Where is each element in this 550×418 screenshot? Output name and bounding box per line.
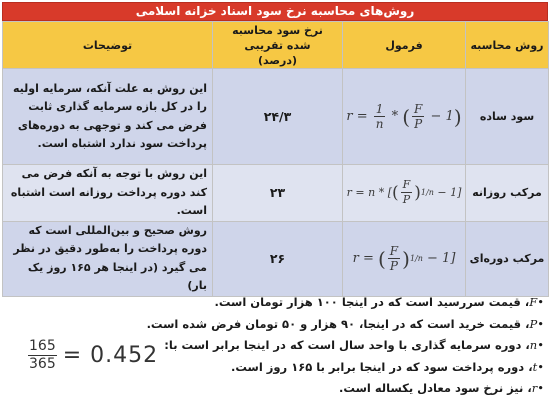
definition-text: ، دوره پرداخت سود که در اینجا برابر با ۱۶۵ روز است.	[230, 359, 533, 374]
formula-r: r	[346, 109, 353, 124]
table-row	[3, 69, 549, 165]
method-name: سود ساده	[466, 69, 549, 165]
rate-value: ۲۶	[213, 221, 343, 296]
table-frame	[2, 2, 548, 297]
table-row	[3, 165, 549, 222]
method-name: مرکب روزانه	[466, 165, 549, 222]
frac-num: F	[389, 244, 399, 258]
calc-numerator: 165	[29, 338, 56, 354]
formula-fraction	[412, 102, 424, 131]
frac-den: n	[375, 117, 384, 131]
formula-r: r	[352, 251, 359, 266]
formula-r: r	[346, 186, 352, 200]
period-calculation	[28, 338, 158, 373]
formula-n: n	[368, 186, 376, 200]
row-notes: این روش با توجه به آنکه فرض می کند دوره پرداخت روزانه است اشتباه است.	[3, 165, 213, 222]
definition-item	[14, 292, 544, 314]
definition-symbol: n	[529, 338, 538, 352]
rate-value: ۲۴/۳	[213, 69, 343, 165]
formula-cell	[343, 165, 466, 222]
definition-symbol: P	[529, 316, 538, 331]
definition-text: ، قیمت خرید است که در اینجا، ۹۰ هزار و ۵۰ تومان فرض شده است.	[146, 316, 530, 331]
table-title: روش‌های محاسبه نرخ سود اسناد خزانه اسلامی	[2, 2, 548, 21]
row-notes: این روش به علت آنکه، سرمایه اولیه را در کل بازه سرمایه گذاری ثابت فرض می کند و توجهی به دوره‌های پرداخت سود ندارد اشتباه است.	[3, 69, 213, 165]
calc-fraction	[28, 338, 57, 373]
method-name: مرکب دوره‌ای	[466, 221, 549, 296]
methods-table	[2, 21, 549, 297]
definition-symbol: r	[531, 381, 538, 395]
frac-num: F	[414, 102, 423, 116]
frac-num: F	[402, 178, 411, 192]
periodic-compound-formula: r = ( $\frac{F}{P}$ ) 1/n − 1 ]	[352, 244, 456, 273]
frac-den: P	[414, 117, 423, 131]
bullet-dot: •	[537, 338, 544, 352]
formula-one: 1	[450, 186, 458, 200]
formula-fraction	[401, 178, 413, 207]
formula-one: 1	[442, 251, 451, 266]
rate-value: ۲۳	[213, 165, 343, 222]
bullet-dot: •	[537, 359, 544, 374]
definition-item	[14, 378, 544, 400]
table-row	[3, 221, 549, 296]
bullet-dot: •	[537, 316, 544, 331]
frac-den: P	[402, 193, 411, 207]
formula-cell	[343, 221, 466, 296]
definition-item	[14, 314, 544, 336]
frac-num: 1	[375, 102, 384, 116]
header-row	[3, 22, 549, 69]
bullet-dot: •	[537, 381, 544, 395]
simple-interest-formula: r = $\frac{1}{n}$ * ( $\frac{F}{P}$ − 1 )	[346, 102, 462, 131]
header-method: روش محاسبه	[466, 22, 549, 69]
header-rate: نرخ سود محاسبه شده تقریبی (درصد)	[213, 22, 343, 69]
definition-text: ، قیمت سررسید است که در اینجا ۱۰۰ هزار تومان است.	[214, 295, 530, 309]
formula-one: 1	[445, 109, 454, 124]
definition-symbol: F	[529, 295, 538, 309]
formula-fraction	[388, 244, 400, 273]
frac-den: P	[389, 259, 398, 273]
definition-text: ، دوره سرمایه گذاری با واحد سال است که در اینجا برابر است با:	[164, 338, 530, 352]
definition-text: ، نیز نرخ سود معادل یکساله است.	[339, 381, 532, 395]
row-notes: روش صحیح و بین‌المللی است که دوره پرداخت را به‌طور دقیق در نظر می گیرد (در اینجا هر ۱۶۵ روز یک بار)	[3, 221, 213, 296]
calc-denominator: 365	[29, 356, 56, 372]
formula-fraction	[374, 102, 386, 131]
header-formula: فرمول	[343, 22, 466, 69]
definition-symbol: t	[532, 359, 538, 374]
formula-cell	[343, 69, 466, 165]
calc-result: = 0.452	[62, 343, 159, 368]
daily-compound-formula: r = n * [ ( $\frac{F}{P}$ ) 1/n − 1 ]	[346, 178, 462, 207]
header-notes: توضیحات	[3, 22, 213, 69]
bullet-dot: •	[537, 295, 544, 309]
